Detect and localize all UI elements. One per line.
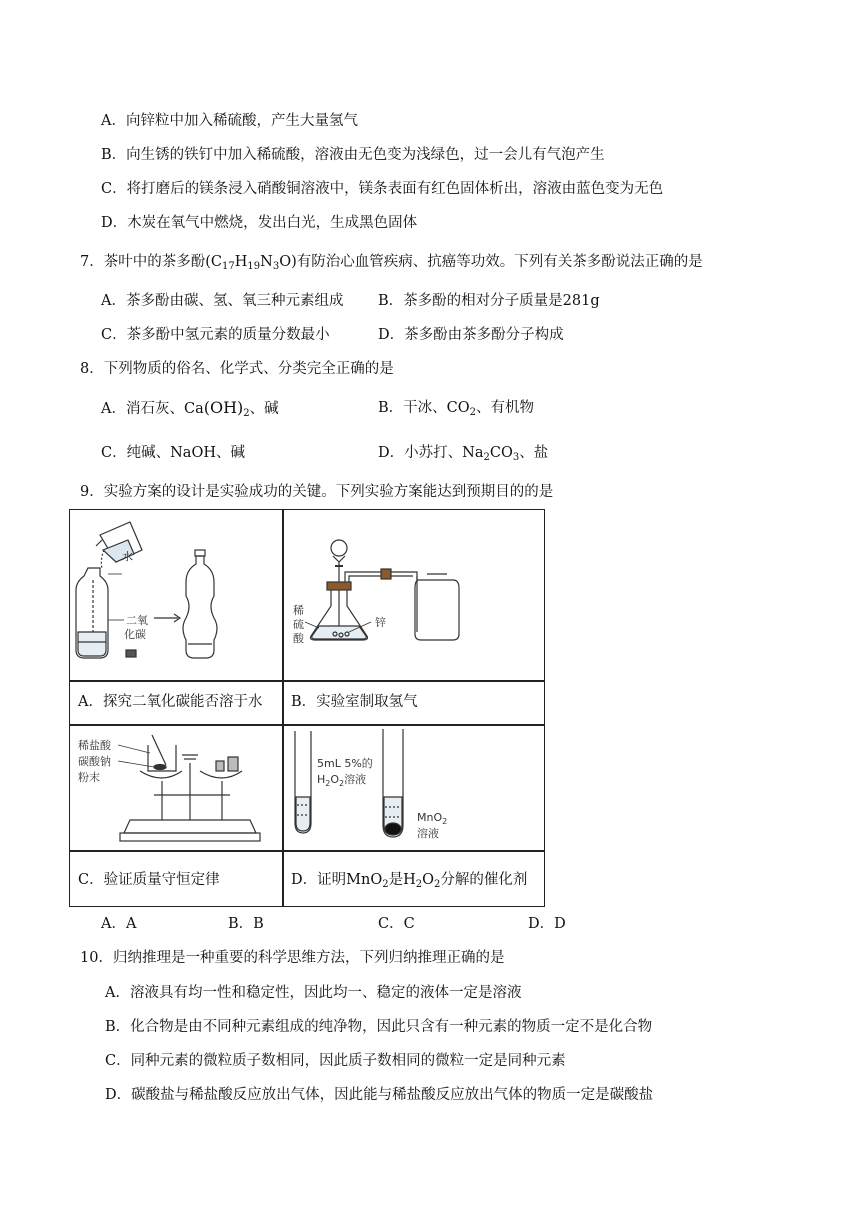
q7-option-c: C．茶多酚中氢元素的质量分数最小: [101, 327, 330, 343]
svg-text:溶液: 溶液: [417, 827, 439, 840]
svg-text:MnO2: MnO$_2$: [417, 811, 448, 826]
figure-d-test-tubes: [283, 725, 545, 850]
q9-experiment-table: [69, 509, 545, 907]
q10-stem: 10．归纳推理是一种重要的科学思维方法，下列归纳推理正确的是: [80, 950, 505, 966]
q10-option-b: B．化合物是由不同种元素组成的纯净物，因此只含有一种元素的物质一定不是化合物: [105, 1019, 653, 1035]
svg-text:二氧: 二氧: [126, 614, 148, 627]
q9-answer-b: B．B: [228, 916, 264, 932]
svg-text:5mL 5%的: 5mL 5%的: [317, 757, 373, 770]
svg-text:稀: 稀: [293, 604, 304, 617]
svg-text:碳酸钠: 碳酸钠: [78, 755, 111, 768]
svg-text:稀盐酸: 稀盐酸: [78, 739, 111, 752]
q8-option-a: A．消石灰、$Ca(OH)_2$、碱: [101, 398, 279, 419]
q9-stem: 9．实验方案的设计是实验成功的关键。下列实验方案能达到预期目的的是: [80, 484, 554, 500]
q7-option-d: D．茶多酚由茶多酚分子构成: [378, 327, 564, 343]
q9-caption-c: C．验证质量守恒定律: [78, 872, 220, 888]
q10-option-a: A．溶液具有均一性和稳定性，因此均一、稳定的液体一定是溶液: [105, 985, 522, 1001]
q9-caption-b: B．实验室制取氢气: [291, 694, 418, 710]
q6-option-b: B．向生锈的铁钉中加入稀硫酸，溶液由无色变为浅绿色，过一会儿有气泡产生: [101, 147, 605, 163]
q8-option-d: D．小苏打、$Na_2CO_3$、盐: [378, 445, 549, 463]
q8-option-c: C．纯碱、NaOH、碱: [101, 445, 245, 461]
q7-option-a: A．茶多酚由碳、氢、氧三种元素组成: [101, 293, 344, 309]
tea-polyphenol-formula: $C_{17}H_{19}N_3O$: [210, 254, 292, 272]
q7-stem-post: )有防治心血管疾病、抗癌等功效。下列有关茶多酚说法正确的是: [291, 254, 703, 270]
q7-stem-pre: 7．茶叶中的茶多酚(: [80, 254, 211, 270]
q7-option-b: B．茶多酚的相对分子质量是281g: [378, 293, 600, 309]
svg-text:酸: 酸: [293, 632, 304, 645]
q9-answer-c: C．C: [378, 916, 415, 932]
q6-option-a: A．向锌粒中加入稀硫酸，产生大量氢气: [101, 113, 358, 129]
q10-option-d: D．碳酸盐与稀盐酸反应放出气体，因此能与稀盐酸反应放出气体的物质一定是碳酸盐: [105, 1087, 654, 1103]
q8-stem: 8．下列物质的俗名、化学式、分类完全正确的是: [80, 361, 394, 377]
q8-option-b: B．干冰、$CO_2$、有机物: [378, 400, 535, 418]
svg-text:化碳: 化碳: [124, 628, 146, 641]
q9-answer-a: A．A: [101, 916, 137, 932]
q7-stem: [80, 252, 703, 277]
svg-text:H2O2溶液: $H_2O_2$溶液: [317, 773, 367, 788]
q9-caption-a: A．探究二氧化碳能否溶于水: [78, 694, 263, 710]
figure-c-balance: [70, 725, 282, 850]
svg-text:硫: 硫: [293, 618, 304, 631]
figure-a-co2-bottle: [70, 510, 282, 680]
svg-text:粉末: 粉末: [78, 771, 100, 784]
svg-text:水: 水: [122, 550, 133, 563]
figure-b-hydrogen-apparatus: [283, 510, 545, 680]
q6-option-d: D．木炭在氧气中燃烧，发出白光，生成黑色固体: [101, 215, 418, 231]
svg-text:锌: 锌: [375, 616, 386, 629]
q6-option-c: C．将打磨后的镁条浸入硝酸铜溶液中，镁条表面有红色固体析出，溶液由蓝色变为无色: [101, 181, 664, 197]
q9-caption-d: D．证明MnO$_2$是$H_2O_2$分解的催化剂: [291, 872, 528, 890]
q9-answer-d: D．D: [528, 916, 566, 932]
q10-option-c: C．同种元素的微粒质子数相同，因此质子数相同的微粒一定是同种元素: [105, 1053, 566, 1069]
